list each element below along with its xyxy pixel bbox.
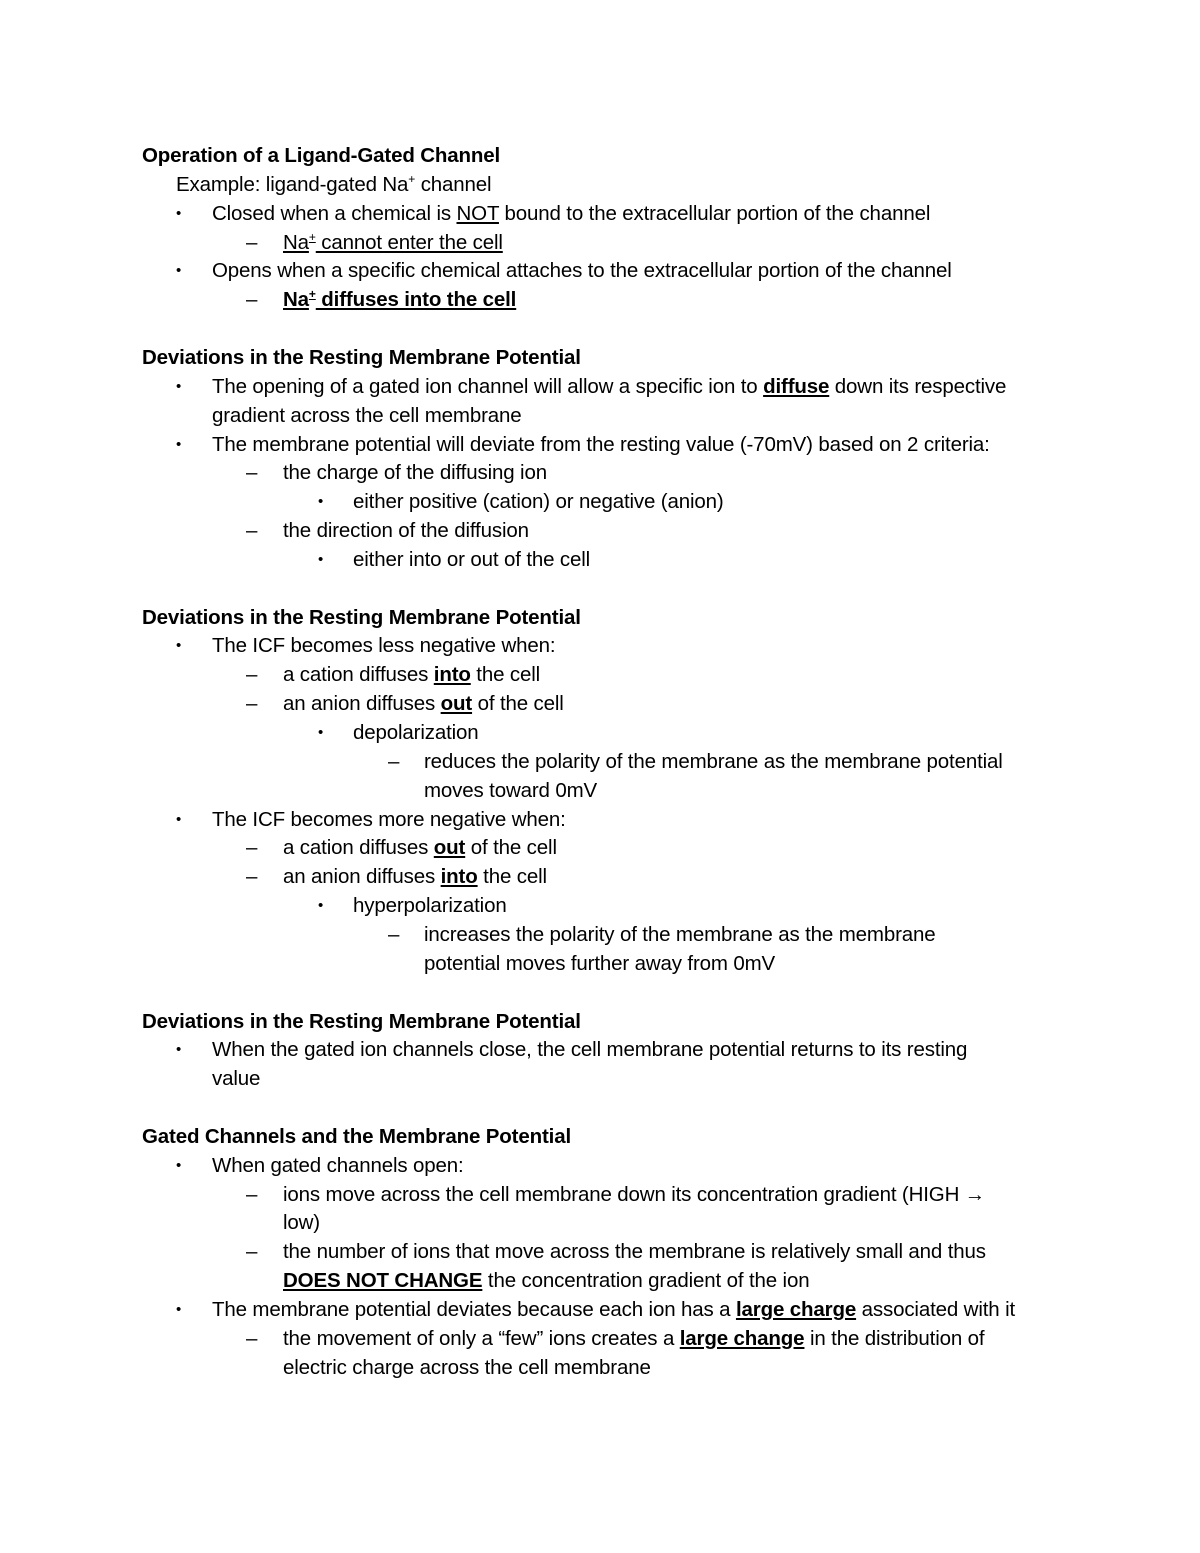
item-text bbox=[212, 373, 1006, 401]
item-text bbox=[212, 200, 930, 228]
list-item bbox=[0, 1152, 1200, 1180]
list-item bbox=[0, 806, 1200, 834]
text-run: reduces the polarity of the membrane as the membrane potential bbox=[424, 749, 1003, 773]
item-text bbox=[283, 517, 529, 545]
dash-icon: – bbox=[246, 865, 258, 889]
list-item bbox=[0, 1238, 1200, 1266]
item-text bbox=[212, 632, 555, 660]
item-text bbox=[424, 950, 775, 978]
dash-icon: – bbox=[388, 749, 400, 773]
item-text bbox=[212, 1152, 464, 1180]
text-run: The membrane potential will deviate from the resting value (-70mV) based on 2 criteria: bbox=[212, 432, 990, 456]
item-text bbox=[353, 488, 724, 516]
item-text bbox=[424, 921, 936, 949]
item-text bbox=[212, 1036, 967, 1064]
bullet-icon: • bbox=[176, 637, 182, 655]
item-text bbox=[212, 1296, 1015, 1324]
emphasis-text: out bbox=[433, 836, 466, 860]
text-run: down its respective bbox=[829, 374, 1007, 398]
list-item bbox=[0, 1065, 1200, 1093]
item-text bbox=[212, 806, 566, 834]
text-run: increases the polarity of the membrane as the membrane bbox=[424, 922, 936, 946]
section-heading: Operation of a Ligand-Gated Channel bbox=[142, 144, 501, 167]
item-text bbox=[283, 1209, 320, 1237]
emphasis-text: diffuse bbox=[763, 374, 830, 398]
dash-icon: – bbox=[246, 230, 258, 254]
emphasis-text: into bbox=[440, 865, 478, 889]
emphasis-text: + bbox=[308, 229, 316, 244]
list-item bbox=[0, 661, 1200, 689]
item-text bbox=[283, 863, 547, 891]
bullet-icon: • bbox=[318, 724, 324, 741]
item-text bbox=[283, 1354, 651, 1382]
bullet-icon: • bbox=[176, 435, 182, 453]
text-run: either into or out of the cell bbox=[353, 547, 591, 571]
text-run: in the distribution of bbox=[804, 1326, 985, 1350]
dash-icon: – bbox=[388, 922, 400, 946]
emphasis-text: DOES NOT CHANGE bbox=[283, 1269, 483, 1293]
list-item bbox=[0, 777, 1200, 805]
item-text bbox=[212, 431, 990, 459]
list-item bbox=[0, 892, 1200, 920]
list-item bbox=[0, 200, 1200, 228]
item-text bbox=[212, 1065, 260, 1093]
list-item bbox=[0, 1181, 1200, 1209]
list-item bbox=[0, 286, 1200, 314]
text-run: of the cell bbox=[472, 692, 564, 716]
emphasis-text: cannot enter the cell bbox=[315, 230, 503, 254]
list-item bbox=[0, 1036, 1200, 1064]
text-run: associated with it bbox=[856, 1298, 1016, 1321]
item-text bbox=[283, 690, 564, 718]
text-run: of the cell bbox=[465, 836, 557, 860]
text-run: Closed when a chemical is bbox=[212, 201, 457, 225]
text-run: electric charge across the cell membrane bbox=[283, 1355, 651, 1379]
text-run: The membrane potential deviates because each ion has a bbox=[212, 1298, 736, 1321]
section-heading: Gated Channels and the Membrane Potential bbox=[142, 1124, 571, 1148]
list-item bbox=[0, 517, 1200, 545]
bullet-icon: • bbox=[176, 377, 182, 395]
item-text bbox=[283, 1238, 986, 1266]
text-run: Opens when a specific chemical attaches to the extracellular portion of the channel bbox=[212, 259, 952, 283]
text-run: channel bbox=[415, 172, 492, 196]
dash-icon: – bbox=[246, 1326, 258, 1350]
dash-icon: – bbox=[246, 692, 258, 716]
text-run: The ICF becomes more negative when: bbox=[212, 807, 566, 831]
item-text bbox=[283, 1325, 984, 1353]
item-text bbox=[283, 229, 503, 257]
item-text bbox=[283, 459, 547, 487]
text-run: low) bbox=[283, 1211, 320, 1235]
text-run: value bbox=[212, 1067, 261, 1091]
item-text bbox=[353, 892, 507, 920]
text-run: the movement of only a “few” ions creates a bbox=[283, 1326, 680, 1350]
list-item bbox=[0, 632, 1200, 660]
bullet-icon: • bbox=[318, 493, 324, 511]
item-text bbox=[283, 834, 557, 862]
text-run: the cell bbox=[470, 663, 541, 687]
section-heading: Deviations in the Resting Membrane Potential bbox=[142, 605, 581, 629]
list-item bbox=[0, 834, 1200, 862]
text-run: The ICF becomes less negative when: bbox=[212, 634, 556, 658]
text-run: When gated channels open: bbox=[212, 1153, 464, 1177]
dash-icon: – bbox=[246, 1240, 258, 1264]
item-text bbox=[283, 286, 516, 314]
list-item bbox=[0, 171, 1200, 199]
list-item bbox=[0, 1209, 1200, 1237]
emphasis-text: into bbox=[433, 663, 471, 687]
bullet-icon: • bbox=[318, 897, 324, 915]
list-item bbox=[0, 373, 1200, 401]
emphasis-text: large change bbox=[679, 1326, 805, 1350]
list-item bbox=[0, 863, 1200, 891]
list-item bbox=[0, 921, 1200, 949]
list-item bbox=[0, 546, 1200, 574]
item-text bbox=[424, 748, 1003, 776]
text-run: depolarization bbox=[353, 721, 479, 744]
dash-icon: – bbox=[246, 461, 258, 485]
text-run: the charge of the diffusing ion bbox=[283, 461, 547, 485]
text-run: moves toward 0mV bbox=[424, 778, 598, 802]
text-run: a cation diffuses bbox=[283, 663, 434, 687]
item-text bbox=[353, 719, 479, 747]
text-run: gradient across the cell membrane bbox=[212, 403, 522, 427]
list-item bbox=[0, 748, 1200, 776]
text-run: When the gated ion channels close, the cell membrane potential returns to its resting bbox=[212, 1038, 968, 1062]
list-item bbox=[0, 229, 1200, 257]
list-item bbox=[0, 1296, 1200, 1324]
text-run: hyperpolarization bbox=[353, 894, 507, 918]
list-item bbox=[0, 257, 1200, 285]
superscript: + bbox=[408, 171, 416, 186]
list-item bbox=[0, 950, 1200, 978]
list-item bbox=[0, 431, 1200, 459]
bullet-icon: • bbox=[176, 262, 182, 280]
item-text bbox=[283, 661, 540, 689]
emphasis-text: out bbox=[440, 692, 473, 716]
emphasis-text: + bbox=[308, 287, 316, 302]
text-run: bound to the extracellular portion of the channel bbox=[498, 201, 931, 225]
text-run: an anion diffuses bbox=[283, 692, 441, 716]
emphasis-text: NOT bbox=[456, 201, 499, 225]
item-text bbox=[424, 777, 597, 805]
bullet-icon: • bbox=[176, 810, 182, 828]
list-item bbox=[0, 1267, 1200, 1295]
emphasis-text: Na bbox=[283, 288, 309, 312]
text-run: the direction of the diffusion bbox=[283, 519, 529, 543]
emphasis-text: large charge bbox=[735, 1298, 857, 1321]
text-run: an anion diffuses bbox=[283, 865, 441, 889]
text-run: either positive (cation) or negative (anion) bbox=[353, 490, 724, 514]
dash-icon: – bbox=[246, 519, 258, 543]
list-item bbox=[0, 402, 1200, 430]
emphasis-text: Na bbox=[283, 230, 309, 254]
text-run: ions move across the cell membrane down its concentration gradient (HIGH → bbox=[283, 1182, 986, 1206]
list-item bbox=[0, 1354, 1200, 1382]
item-text bbox=[212, 257, 952, 285]
list-item bbox=[0, 488, 1200, 516]
section-heading: Deviations in the Resting Membrane Potential bbox=[142, 1009, 581, 1033]
text-run: the number of ions that move across the membrane is relatively small and thus bbox=[283, 1240, 986, 1264]
text-run: the cell bbox=[477, 865, 547, 889]
bullet-icon: • bbox=[176, 1156, 182, 1174]
bullet-icon: • bbox=[318, 550, 324, 568]
list-item bbox=[0, 690, 1200, 718]
text-run: The opening of a gated ion channel will allow a specific ion to bbox=[212, 374, 764, 398]
item-text bbox=[283, 1181, 985, 1209]
dash-icon: – bbox=[246, 663, 258, 687]
dash-icon: – bbox=[246, 288, 258, 312]
text-run: a cation diffuses bbox=[283, 836, 434, 860]
dash-icon: – bbox=[246, 1182, 258, 1206]
text-run: the concentration gradient of the ion bbox=[482, 1269, 810, 1293]
item-text bbox=[176, 171, 491, 199]
section-heading: Deviations in the Resting Membrane Potential bbox=[142, 345, 581, 369]
list-item bbox=[0, 719, 1200, 747]
item-text bbox=[212, 402, 522, 430]
text-run: potential moves further away from 0mV bbox=[424, 951, 776, 975]
item-text bbox=[283, 1267, 809, 1295]
item-text bbox=[353, 546, 590, 574]
list-item bbox=[0, 1325, 1200, 1353]
bullet-icon: • bbox=[176, 1041, 182, 1059]
bullet-icon: • bbox=[176, 1301, 182, 1318]
text-run: Example: ligand-gated Na bbox=[176, 172, 409, 196]
bullet-icon: • bbox=[176, 204, 182, 222]
dash-icon: – bbox=[246, 836, 258, 860]
list-item bbox=[0, 459, 1200, 487]
emphasis-text: diffuses into the cell bbox=[315, 288, 517, 312]
